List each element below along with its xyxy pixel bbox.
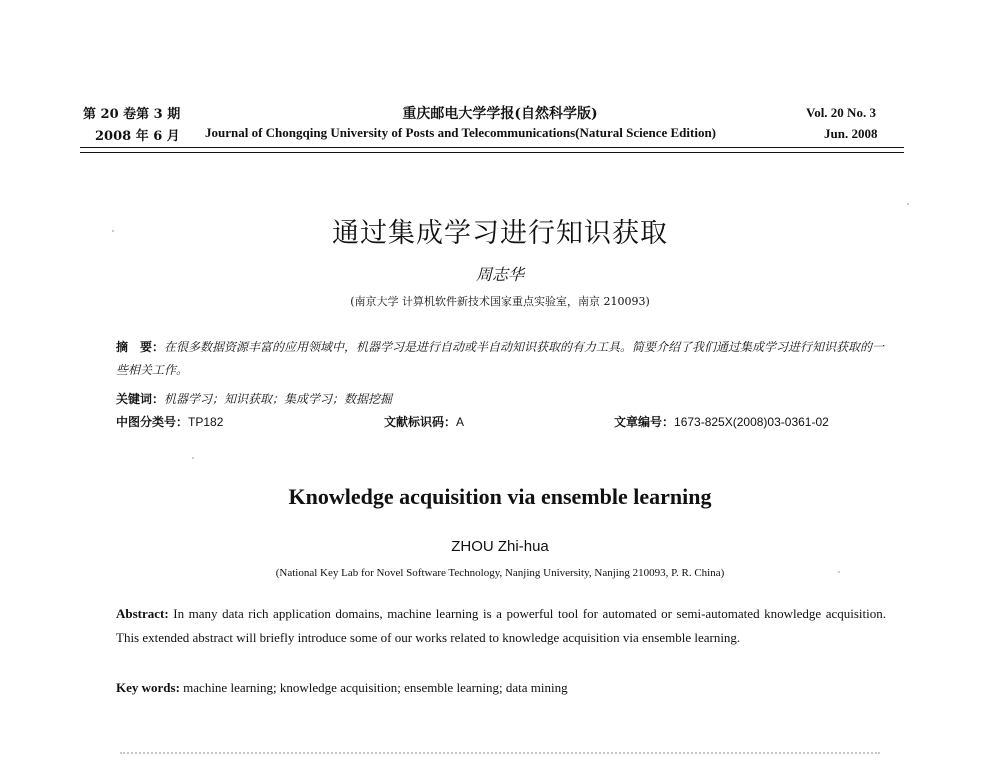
header-rule-thick (80, 147, 904, 148)
keywords-cn (116, 390, 392, 407)
document-code-value: A (456, 415, 465, 429)
clc-label: 中图分类号： (116, 415, 189, 429)
scan-noise-footer (120, 752, 880, 754)
keywords-text-en: machine learning; knowledge acquisition; ensemble learning; data mining (183, 680, 568, 695)
paper-title-cn: 通过集成学习进行知识获取 (332, 218, 668, 249)
volume-issue-cn: 第 20 卷第 3 期 (83, 107, 181, 122)
journal-title-en: Journal of Chongqing University of Posts and Telecommunications(Natural Science Edition) (205, 125, 717, 140)
affiliation-cn: (南京大学 计算机软件新技术国家重点实验室，南京 210093) (350, 295, 650, 308)
keywords-label-cn: 关键词： (116, 392, 165, 406)
keywords-en (116, 680, 568, 696)
paper-title-en: Knowledge acquisition via ensemble learning (288, 484, 712, 509)
article-number-value: 1673-825X(2008)03-0361-02 (674, 415, 829, 429)
date-en: Jun. 2008 (824, 126, 878, 141)
document-code-label: 文献标识码： (384, 415, 457, 429)
article-number-label: 文章编号： (614, 415, 675, 429)
date-cn: 2008 年 6 月 (95, 129, 180, 144)
document-code (384, 413, 464, 430)
abstract-cn (116, 336, 886, 382)
abstract-en (116, 602, 886, 650)
scan-speck (838, 571, 840, 573)
header-rule-thin (80, 152, 904, 153)
scan-speck (907, 203, 909, 205)
abstract-label-cn: 摘 要： (116, 340, 165, 354)
article-number (614, 413, 829, 430)
keywords-text-cn: 机器学习；知识获取；集成学习；数据挖掘 (164, 392, 393, 406)
journal-title-cn: 重庆邮电大学学报(自然科学版) (402, 106, 598, 122)
clc-value: TP182 (188, 415, 224, 429)
abstract-text-en: In many data rich application domains, machine learning is a powerful tool for automated or semi-automated knowledge acquisition. This extended abstract will briefly introduce some of our works related to knowledge acquisition via ensemble learning. (116, 606, 887, 645)
keywords-label-en: Key words: (116, 680, 180, 695)
author-en: ZHOU Zhi-hua (451, 538, 549, 555)
author-cn: 周志华 (475, 265, 524, 284)
scan-speck (112, 230, 114, 232)
affiliation-en: (National Key Lab for Novel Software Technology, Nanjing University, Nanjing 210093, P. R. China) (275, 567, 725, 579)
volume-issue-en: Vol. 20 No. 3 (806, 105, 876, 120)
abstract-label-en: Abstract: (116, 606, 169, 621)
scan-speck (192, 457, 194, 459)
abstract-text-cn: 在很多数据资源丰富的应用领域中，机器学习是进行自动或半自动知识获取的有力工具。简要介绍了我们通过集成学习进行知识获取的一些相关工作。 (116, 340, 885, 377)
